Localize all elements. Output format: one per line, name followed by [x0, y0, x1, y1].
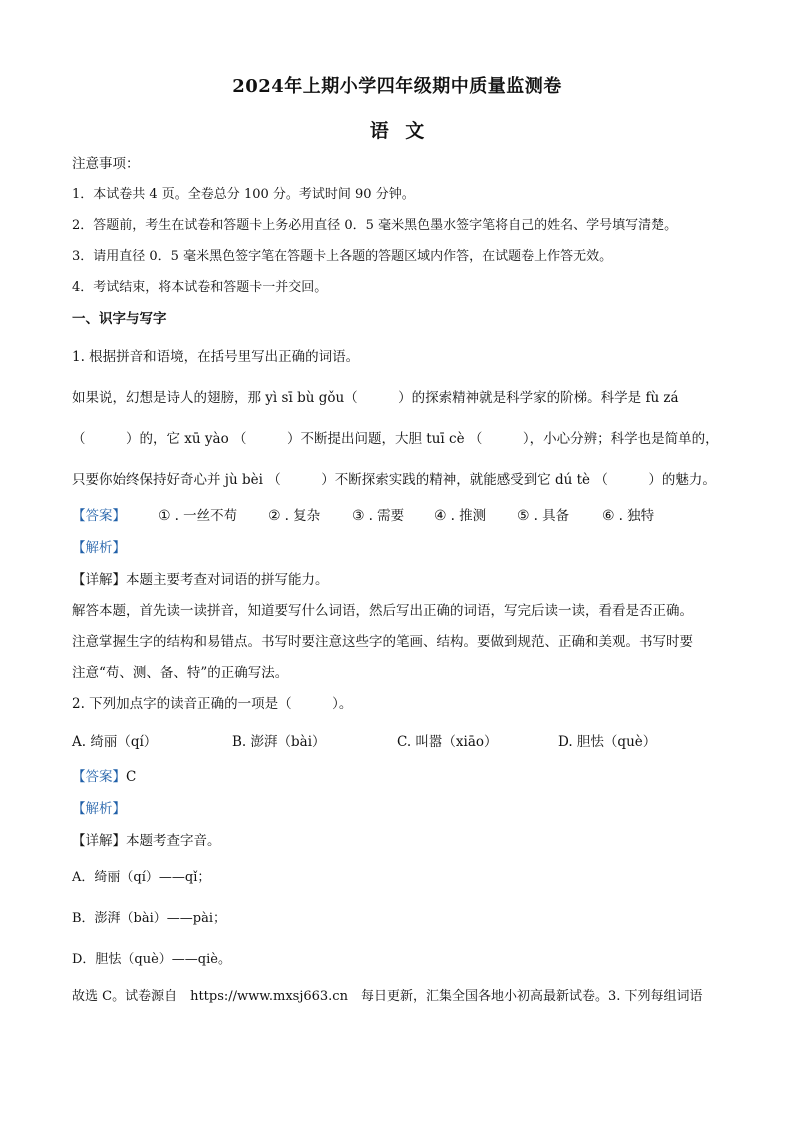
q2-option-d: D. 胆怯（què） — [558, 734, 657, 750]
q1-stem: 1. 根据拼音和语境，在括号里写出正确的词语。 — [72, 349, 360, 365]
q1-answer-label: 【答案】 — [72, 508, 126, 524]
notice-item-3: 3．请用直径 0．5 毫米黑色签字笔在答题卡上各题的答题区域内作答，在试题卷上作答无效。 — [72, 249, 613, 264]
q2-options — [72, 730, 732, 750]
q1-line-2: （ ）的，它 xū yào （ ）不断提出问题，大胆 tuī cè （ ），小心分辨；科学也是简单的， — [72, 431, 719, 447]
notice-item-4: 4．考试结束，将本试卷和答题卡一并交回。 — [72, 280, 328, 295]
section-heading: 一、识字与写字 — [72, 311, 167, 327]
q1-analysis-label: 【解析】 — [72, 540, 126, 556]
q1-answer-4: ④ . 推测 — [434, 508, 487, 524]
q2-explanation-a: A．绮丽（qí）——qǐ； — [72, 870, 211, 885]
notice-item-1: 1．本试卷共 4 页。全卷总分 100 分。考试时间 90 分钟。 — [72, 187, 415, 202]
q2-answer-value: C — [126, 769, 137, 785]
q2-stem: 2. 下列加点字的读音正确的一项是（ ）。 — [72, 696, 353, 712]
q1-line-1: 如果说，幻想是诗人的翅膀，那 yì sī bù gǒu（ ）的探索精神就是科学家的阶梯。科学是 fù zá — [72, 390, 679, 406]
notice-item-2: 2．答题前，考生在试卷和答题卡上务必用直径 0．5 毫米黑色墨水签字笔将自己的姓名、学号填写清楚。 — [72, 218, 678, 233]
q2-explanation-b: B．澎湃（bài）——pài； — [72, 911, 227, 926]
q1-answer-6: ⑥ . 独特 — [602, 508, 655, 524]
q2-option-b: B. 澎湃（bài） — [232, 734, 326, 750]
q2-detail: 【详解】本题考查字音。 — [72, 833, 221, 849]
q1-detail-line-1: 解答本题，首先读一读拼音，知道要写什么词语，然后写出正确的词语，写完后读一读，看看是否正确。 — [72, 603, 693, 619]
q1-answer-5: ⑤ . 具备 — [517, 508, 570, 524]
q2-answer — [72, 765, 136, 785]
q1-answer-3: ③ . 需要 — [352, 508, 405, 524]
q1-detail: 【详解】本题主要考查对词语的拼写能力。 — [72, 572, 329, 588]
q2-answer-label: 【答案】 — [72, 769, 126, 785]
notice-heading: 注意事项： — [72, 156, 140, 172]
q1-detail-line-3: 注意“苟、测、备、特”的正确写法。 — [72, 665, 289, 681]
q2-explanation-d: D．胆怯（què）——qiè。 — [72, 952, 231, 967]
subject-title: 语 文 — [369, 120, 425, 142]
q2-option-a: A. 绮丽（qí） — [72, 734, 158, 750]
q2-option-c: C. 叫嚣（xiāo） — [397, 734, 498, 750]
q1-detail-line-2: 注意掌握生字的结构和易错点。书写时要注意这些字的笔画、结构。要做到规范、正确和美观。书写时要 — [72, 634, 693, 650]
q1-line-3: 只要你始终保持好奇心并 jù bèi （ ）不断探索实践的精神，就能感受到它 dú tè （ ）的魅力。 — [72, 472, 716, 488]
q1-answer-2: ② . 复杂 — [268, 508, 321, 524]
footer-text: 故选 C。试卷源自 https://www.mxsj663.cn 每日更新，汇集全国各地小初高最新试卷。3. 下列每组词语 — [72, 989, 703, 1004]
exam-title: 2024年上期小学四年级期中质量监测卷 — [232, 76, 562, 97]
q1-answer-1: ① . 一丝不苟 — [158, 508, 238, 524]
q2-analysis-label: 【解析】 — [72, 801, 126, 817]
q1-answer-row — [72, 504, 732, 524]
